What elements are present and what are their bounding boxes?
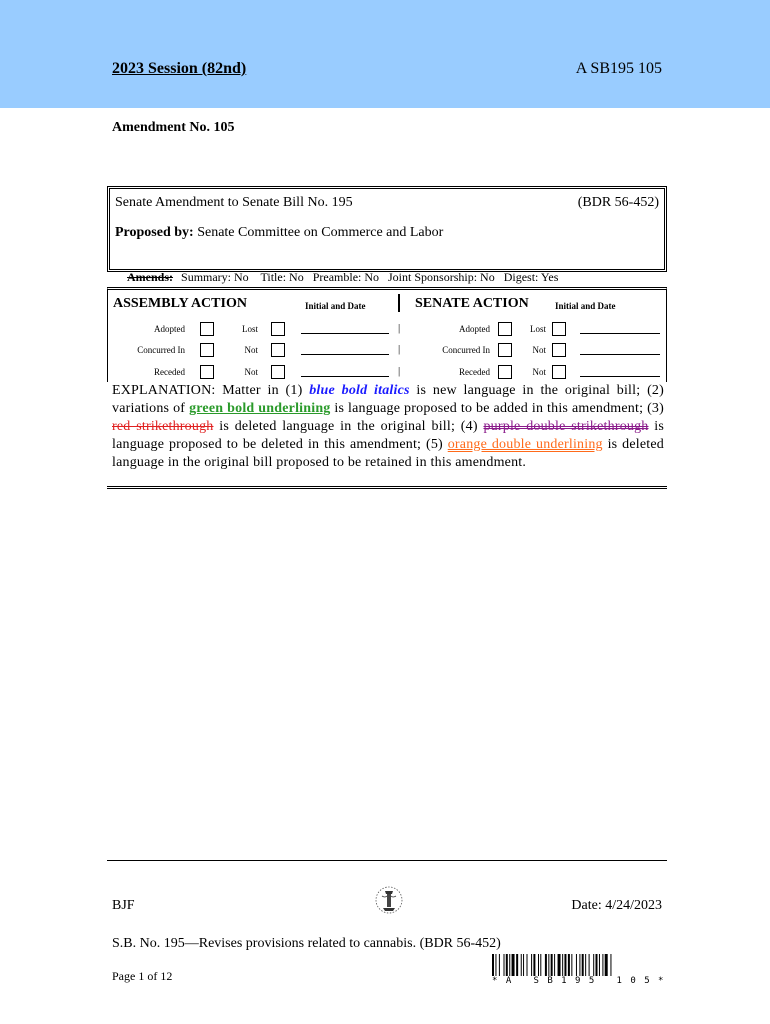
column-divider (398, 294, 400, 312)
explanation-bottom-rule (107, 486, 667, 489)
drafter-initials: BJF (112, 898, 135, 913)
assembly-receded-label: Receded (154, 367, 185, 377)
explanation-text: is new language in the original bill; (2) variations of (112, 383, 664, 416)
assembly-concurred-checkbox[interactable] (200, 343, 214, 357)
assembly-not-label: Not (244, 367, 258, 377)
assembly-signature-line[interactable] (301, 376, 389, 377)
bill-description: S.B. No. 195—Revises provisions related to cannabis. (BDR 56-452) (112, 936, 501, 951)
explanation-text: is language proposed to be deleted in this amendment; (5) (112, 419, 664, 452)
assembly-concurred-label: Concurred In (137, 345, 185, 355)
barcode-icon (492, 954, 662, 976)
assembly-adopted-label: Adopted (154, 324, 185, 334)
senate-not-label: Not (532, 367, 546, 377)
senate-receded-label: Receded (459, 367, 490, 377)
explanation-text: is deleted language in the original bill proposed to be retained in this amendment. (112, 437, 664, 470)
senate-lost-label: Lost (529, 324, 546, 334)
action-row (108, 321, 666, 339)
legend-red-strikethrough: red strikethrough (112, 419, 214, 434)
assembly-not-checkbox[interactable] (271, 365, 285, 379)
senate-lost-checkbox[interactable] (552, 322, 566, 336)
row-separator: | (398, 322, 401, 334)
row-separator: | (398, 365, 401, 377)
amends-label: Amends: (127, 270, 174, 284)
explanation-text: is deleted language in the original bill; (4) (213, 419, 484, 434)
row-separator: | (398, 343, 401, 355)
bdr-number: (BDR 56-452) (577, 195, 659, 210)
senate-action-title: SENATE ACTION (415, 296, 529, 311)
proposed-by-label: Proposed by: (115, 225, 194, 240)
explanation-paragraph (112, 382, 664, 472)
summary-title: Senate Amendment to Senate Bill No. 195 (115, 195, 353, 210)
legend-green-underlining: green bold underlining (189, 401, 331, 416)
senate-signature-line[interactable] (580, 354, 660, 355)
senate-signature-line[interactable] (580, 333, 660, 334)
senate-signature-line[interactable] (580, 376, 660, 377)
page-number: Page 1 of 12 (112, 969, 173, 983)
legend-purple-double-strikethrough: purple double strikethrough (483, 419, 649, 434)
proposed-by-value: Senate Committee on Commerce and Labor (197, 225, 444, 240)
assembly-lost-label: Lost (241, 324, 258, 334)
assembly-adopted-checkbox[interactable] (200, 322, 214, 336)
assembly-not-label: Not (244, 345, 258, 355)
barcode-text: * A S B 1 9 5 1 0 5 * (492, 976, 665, 986)
assembly-signature-line[interactable] (301, 354, 389, 355)
action-box (107, 287, 667, 382)
senate-adopted-label: Adopted (459, 324, 490, 334)
senate-not-label: Not (532, 345, 546, 355)
explanation-text: EXPLANATION: Matter in (1) (112, 383, 310, 398)
footer-rule (107, 860, 667, 861)
assembly-not-checkbox[interactable] (271, 343, 285, 357)
explanation-text: is language proposed to be added in this amendment; (3) (330, 401, 664, 416)
header-band (0, 0, 770, 108)
document-id: A SB195 105 (575, 60, 662, 77)
assembly-initial-date-label: Initial and Date (305, 301, 366, 311)
state-seal-icon (374, 884, 404, 918)
amendment-date: Date: 4/24/2023 (571, 898, 662, 913)
assembly-signature-line[interactable] (301, 333, 389, 334)
senate-not-checkbox[interactable] (552, 343, 566, 357)
assembly-lost-checkbox[interactable] (271, 322, 285, 336)
amends-value: Summary: No Title: No Preamble: No Joint Sponsorship: No Digest: Yes (181, 270, 559, 284)
legend-orange-double-underlining: orange double underlining (447, 437, 603, 452)
action-row (108, 342, 666, 360)
senate-concurred-label: Concurred In (442, 345, 490, 355)
amendment-number: Amendment No. 105 (112, 120, 235, 135)
session-label: 2023 Session (82nd) (112, 60, 247, 77)
assembly-action-title: ASSEMBLY ACTION (113, 296, 247, 311)
action-row (108, 364, 666, 382)
assembly-receded-checkbox[interactable] (200, 365, 214, 379)
senate-not-checkbox[interactable] (552, 365, 566, 379)
legend-blue-bold-italics: blue bold italics (309, 383, 410, 398)
senate-initial-date-label: Initial and Date (555, 301, 616, 311)
summary-box (107, 186, 667, 284)
